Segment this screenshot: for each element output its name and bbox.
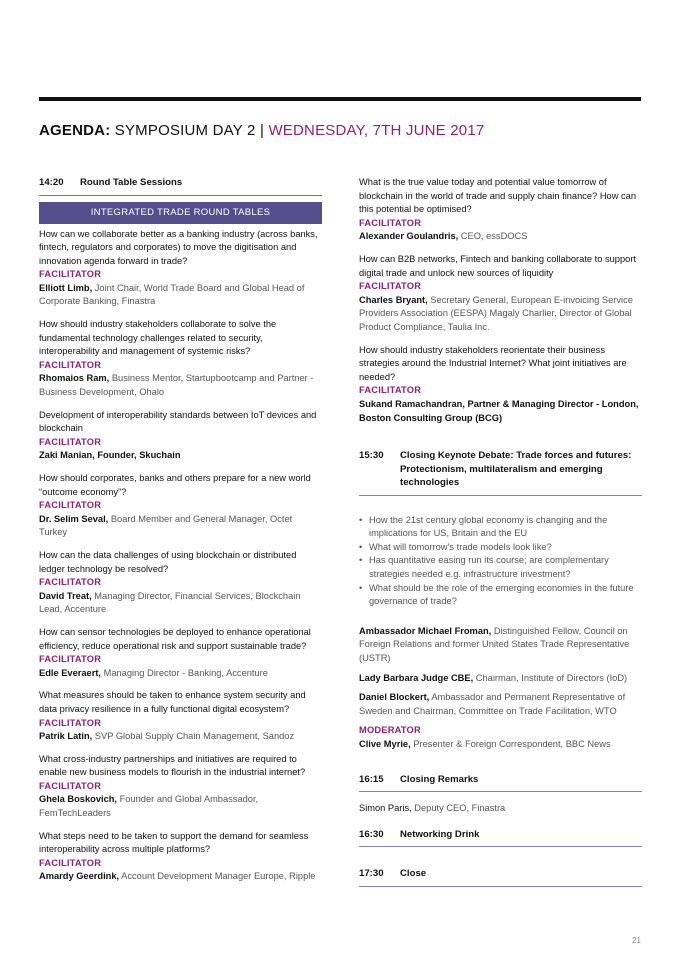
- title-separator: |: [259, 122, 265, 139]
- roundtable-item: [39, 318, 322, 400]
- facilitator-label: FACILITATOR: [359, 281, 422, 292]
- speaker-name: Daniel Blockert,: [359, 692, 430, 703]
- facilitator-label: FACILITATOR: [39, 857, 102, 868]
- speaker-name: Clive Myrie,: [359, 738, 411, 749]
- facilitator-speaker: [39, 513, 322, 540]
- question-text: What cross-industry partnerships and initiatives are required to enable new business models to flourish in the industrial internet?: [39, 753, 306, 778]
- session-closing-remarks: [359, 773, 642, 787]
- roundtable-list: [39, 228, 322, 885]
- facilitator-label: FACILITATOR: [39, 436, 102, 447]
- speaker-name: Ambassador Michael Froman,: [359, 625, 492, 636]
- speaker-role: Board Member and General Manager, Octet Turkey: [39, 513, 293, 538]
- session-time: 14:20: [39, 177, 64, 188]
- speaker-role: Managing Director - Banking, Accenture: [101, 667, 268, 678]
- roundtable-item: [39, 549, 322, 617]
- session-time: 17:30: [359, 868, 384, 880]
- session-title: Closing Remarks: [400, 773, 479, 785]
- speaker-role: Ambassador and Permanent Representative of Sweden and Chairman, Committee on Trade Facilitation, WTO: [359, 692, 626, 716]
- facilitator-speaker: [39, 449, 322, 463]
- speaker-entry: [359, 691, 642, 718]
- roundtable-item: [359, 176, 642, 244]
- speaker-role: Founder and Global Ambassador, FemTechLeaders: [39, 794, 259, 819]
- debate-topics: [359, 514, 642, 609]
- topic-bullet: • What should be the role of the emerging economies in the future governance of trade?: [359, 582, 642, 609]
- top-rule: [39, 97, 641, 101]
- debate-speakers: [359, 625, 642, 752]
- speaker-name: Dr. Selim Seval,: [39, 513, 109, 524]
- session-time: 16:30: [359, 828, 384, 840]
- title-day: SYMPOSIUM DAY 2: [110, 122, 260, 139]
- roundtable-item: [39, 228, 322, 310]
- facilitator-speaker: [39, 667, 322, 681]
- facilitator-speaker: [39, 793, 322, 820]
- speaker-role: Business Mentor, Startupbootcamp and Partner - Business Development, Ohalo: [39, 373, 314, 398]
- question-text: What measures should be taken to enhance system security and data privacy resilience in a fully functional digital ecosystem?: [39, 690, 306, 714]
- speaker-role: Managing Director, Financial Services, Blockchain Lead, Accenture: [39, 590, 301, 615]
- facilitator-label: FACILITATOR: [359, 217, 422, 228]
- speaker-name: Alexander Goulandris,: [359, 231, 459, 242]
- speaker-name: David Treat,: [39, 590, 92, 601]
- question-text: How should industry stakeholders collaborate to solve the fundamental technology challenges related to security, interoperability and management of systemic risks?: [39, 319, 277, 357]
- speaker-name: Zaki Manian, Founder, Skuchain: [39, 450, 181, 461]
- roundtable-item: [39, 626, 322, 680]
- session-title: Closing Keynote Debate: Trade forces and futures: Protectionism, multilateralism and emerging technologies: [400, 450, 632, 489]
- question-text: How should corporates, banks and others prepare for a new world “outcome economy”?: [39, 473, 311, 497]
- roundtable-item: [359, 344, 642, 426]
- divider: [359, 846, 642, 847]
- session-time: 16:15: [359, 773, 384, 785]
- roundtable-item: [39, 689, 322, 743]
- facilitator-label: FACILITATOR: [39, 269, 102, 280]
- speaker-role: Chairman, Institute of Directors (IoD): [473, 672, 628, 683]
- speaker-name: Edle Everaert,: [39, 667, 102, 678]
- facilitator-label: FACILITATOR: [39, 654, 102, 665]
- session-debate: [359, 449, 642, 490]
- speaker-role: Secretary General, European E-invoicing Service Providers Association (EESPA) Magaly Charlier, Director of Global Product Compliance, Taulia Inc.: [359, 294, 633, 332]
- speaker-role: Deputy CEO, Finastra: [411, 803, 506, 813]
- question-text: How can sensor technologies be deployed to enhance operational efficiency, reduce operational risk and support sustainable trade?: [39, 626, 311, 651]
- speaker-name: Sukand Ramachandran, Partner & Managing Director - London, Boston Consulting Group (BCG): [359, 398, 639, 423]
- speaker-role: Account Development Manager Europe, Ripple: [119, 871, 316, 882]
- speaker-name: Ghela Boskovich,: [39, 794, 118, 805]
- question-text: How should industry stakeholders reorientate their business strategies around the Industrial Internet? What joint initiatives are needed?: [359, 344, 627, 382]
- speaker-name: Rhomaios Ram,: [39, 373, 110, 384]
- facilitator-speaker: [39, 282, 322, 309]
- facilitator-speaker: [39, 730, 322, 744]
- right-column: [359, 176, 642, 887]
- topic-bullet: • Has quantitative easing run its course; are complementary strategies needed e.g. infrastructure investment?: [359, 554, 642, 581]
- facilitator-speaker: [359, 398, 642, 425]
- speaker-role: Distinguished Fellow, Council on Foreign Relations and former United States Trade Representative (USTR): [359, 625, 630, 663]
- question-text: How can B2B networks, Fintech and banking collaborate to support digital trade and unlock new sources of liquidity: [359, 253, 637, 278]
- speaker-role: CEO, essDOCS: [458, 231, 528, 242]
- title-date: WEDNESDAY, 7TH JUNE 2017: [264, 122, 485, 139]
- moderator-label: MODERATOR: [359, 725, 421, 736]
- question-text: How can the data challenges of using blockchain or distributed ledger technology be resolved?: [39, 549, 297, 574]
- speaker-role: Joint Chair, World Trade Board and Global Head of Corporate Banking, Finastra: [39, 282, 305, 307]
- speaker-name: Lady Barbara Judge CBE,: [359, 672, 474, 683]
- session-title: Networking Drink: [400, 828, 480, 840]
- roundtable-item: [359, 253, 642, 335]
- facilitator-label: FACILITATOR: [39, 500, 102, 511]
- speaker-entry: [359, 672, 642, 686]
- divider: [359, 791, 642, 792]
- session-roundtables: [39, 176, 322, 190]
- facilitator-speaker: [39, 870, 322, 884]
- facilitator-label: FACILITATOR: [39, 359, 102, 370]
- speaker-name: Charles Bryant,: [359, 294, 428, 305]
- topic-bullet: • How the 21st century global economy is changing and the implications for US, Britain and the EU: [359, 514, 642, 541]
- divider: [359, 886, 642, 887]
- session-networking: [359, 828, 642, 842]
- session-title: Round Table Sessions: [80, 177, 183, 188]
- roundtable-item: [39, 409, 322, 463]
- roundtable-item: [39, 753, 322, 821]
- speaker-entry: [359, 625, 642, 666]
- question-text: What is the true value today and potential value tomorrow of blockchain in the world of trade and supply chain finance? How can this potential be optimised?: [359, 177, 637, 215]
- session-title: Close: [400, 868, 427, 880]
- question-text: What steps need to be taken to support the demand for seamless interoperability across multiple platforms?: [39, 830, 309, 855]
- speaker-name: Simon Paris,: [359, 803, 412, 813]
- facilitator-speaker: [359, 230, 642, 244]
- facilitator-label: FACILITATOR: [39, 780, 102, 791]
- facilitator-speaker: [39, 372, 322, 399]
- session-close: [359, 867, 642, 881]
- facilitator-label: FACILITATOR: [39, 577, 102, 588]
- divider: [39, 195, 322, 196]
- session-time: 15:30: [359, 450, 384, 462]
- facilitator-speaker: [39, 590, 322, 617]
- page-title: [39, 122, 484, 139]
- divider: [359, 495, 642, 496]
- speaker-name: Amardy Geerdink,: [39, 871, 120, 882]
- speaker-entry: [359, 802, 642, 816]
- question-text: How can we collaborate better as a banking industry (across banks, fintech, regulators and corporates) to move the digitisation and innovation agenda forward in trade?: [39, 228, 318, 266]
- facilitator-speaker: [359, 294, 642, 335]
- roundtable-item: [39, 830, 322, 884]
- speaker-name: Elliott Limb,: [39, 282, 93, 293]
- roundtable-banner: INTEGRATED TRADE ROUND TABLES: [39, 202, 322, 224]
- page-number: 21: [632, 936, 641, 945]
- speaker-role: Presenter & Foreign Correspondent, BBC News: [410, 738, 611, 749]
- question-text: Development of interoperability standards between IoT devices and blockchain: [39, 409, 317, 434]
- title-agenda: AGENDA:: [39, 122, 111, 139]
- facilitator-label: FACILITATOR: [39, 717, 102, 728]
- left-column: [39, 176, 322, 884]
- speaker-name: Patrik Latin,: [39, 731, 93, 742]
- speaker-role: SVP Global Supply Chain Management, Sandoz: [92, 731, 295, 742]
- topic-bullet: • What will tomorrow’s trade models look like?: [359, 541, 642, 555]
- facilitator-label: FACILITATOR: [359, 385, 422, 396]
- moderator-entry: [359, 738, 642, 752]
- roundtable-item: [39, 472, 322, 540]
